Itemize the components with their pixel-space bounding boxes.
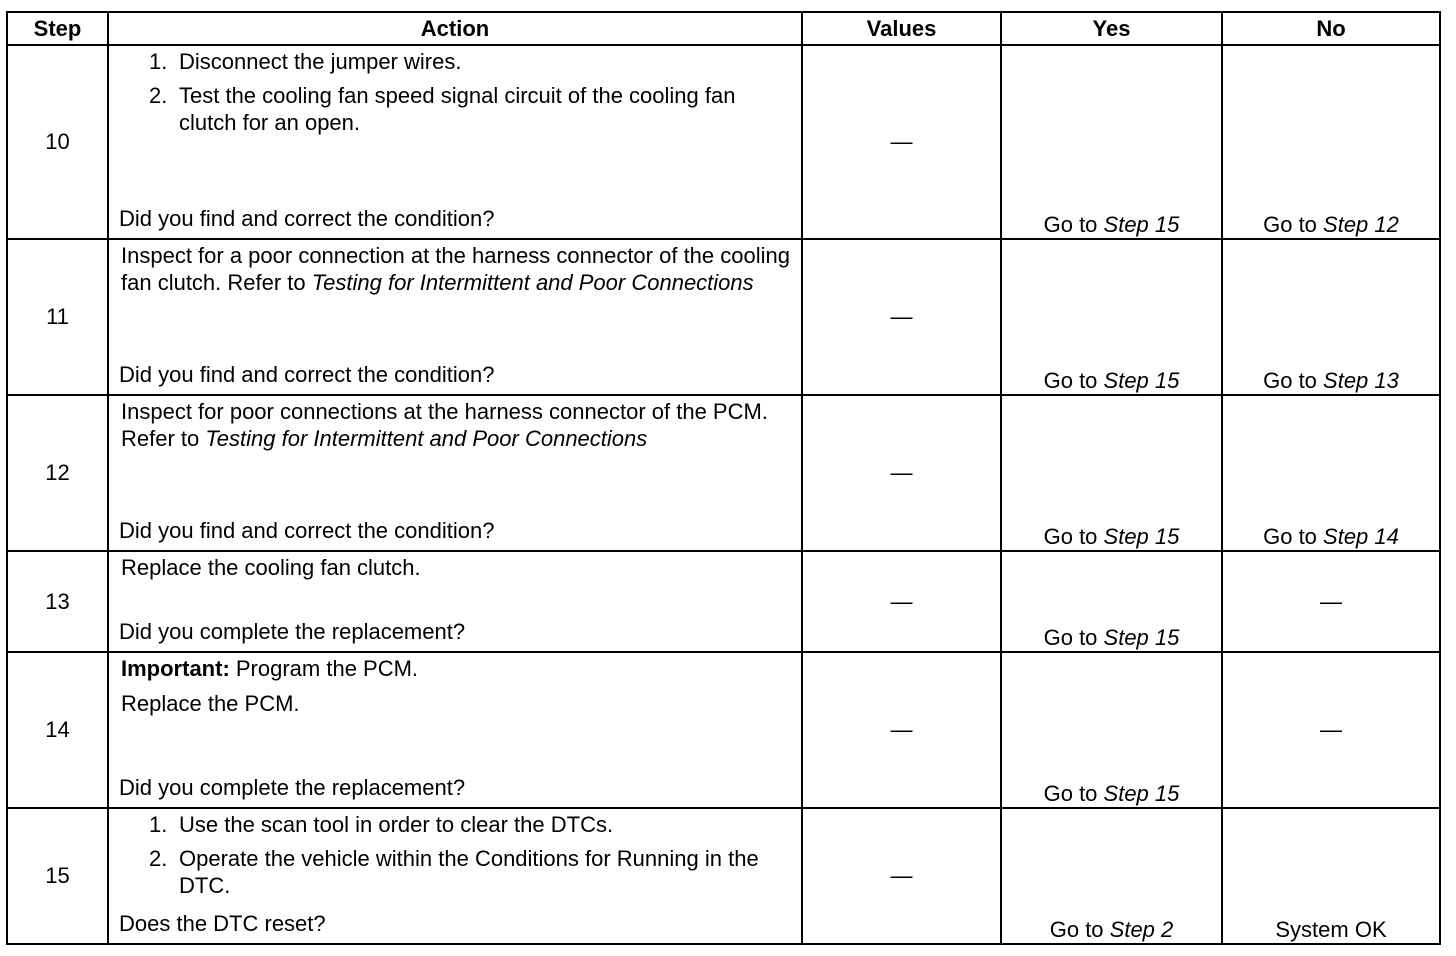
header-yes: Yes <box>1001 12 1222 45</box>
action-text: Replace the cooling fan clutch. <box>121 555 421 580</box>
table-row <box>7 239 1440 395</box>
table-row <box>7 45 1440 239</box>
action-question: Does the DTC reset? <box>119 911 326 936</box>
action-question: Did you complete the replacement? <box>119 775 466 800</box>
action-cell <box>108 551 802 652</box>
action-cell <box>108 395 802 551</box>
step-number: 14 <box>7 652 108 808</box>
list-item: 2. Test the cooling fan speed signal circuit of the cooling fan clutch for an open. <box>149 83 736 135</box>
values-cell: — <box>802 652 1001 808</box>
values-cell: — <box>802 239 1001 395</box>
no-cell: Go to Step 13 <box>1222 239 1440 395</box>
table-row <box>7 551 1440 652</box>
table-row <box>7 808 1440 944</box>
step-reference: Step 12 <box>1323 212 1399 237</box>
header-action: Action <box>108 12 802 45</box>
action-cell <box>108 808 802 944</box>
action-list <box>121 811 791 899</box>
values-cell: — <box>802 551 1001 652</box>
list-item: 1. Disconnect the jumper wires. <box>149 49 462 74</box>
no-cell: Go to Step 14 <box>1222 395 1440 551</box>
yes-cell: Go to Step 15 <box>1001 395 1222 551</box>
yes-cell: Go to Step 15 <box>1001 551 1222 652</box>
step-number: 12 <box>7 395 108 551</box>
step-reference: Step 15 <box>1103 781 1180 806</box>
action-question: Did you find and correct the condition? <box>119 518 495 543</box>
action-text: Inspect for poor connections at the harness connector of the PCM. Refer to <box>121 399 768 451</box>
no-cell: — <box>1222 551 1440 652</box>
header-no: No <box>1222 12 1440 45</box>
cross-reference: Testing for Intermittent and Poor Connections <box>205 426 648 451</box>
header-values: Values <box>802 12 1001 45</box>
action-cell <box>108 45 802 239</box>
step-number: 11 <box>7 239 108 395</box>
step-reference: Step 15 <box>1103 625 1180 650</box>
important-label: Important: <box>121 656 230 681</box>
action-question: Did you find and correct the condition? <box>119 206 495 231</box>
diagnostic-table <box>6 11 1441 945</box>
no-cell: System OK <box>1222 808 1440 944</box>
action-text: Inspect for a poor connection at the harness connector of the cooling fan clutch. Refer to <box>121 243 790 295</box>
cross-reference: Testing for Intermittent and Poor Connections <box>311 270 754 295</box>
yes-cell: Go to Step 15 <box>1001 45 1222 239</box>
step-reference: Step 15 <box>1103 212 1180 237</box>
action-cell <box>108 239 802 395</box>
list-item: 1. Use the scan tool in order to clear the DTCs. <box>149 812 614 837</box>
action-text: Replace the PCM. <box>121 691 300 716</box>
table-row <box>7 652 1440 808</box>
yes-cell: Go to Step 2 <box>1001 808 1222 944</box>
step-reference: Step 15 <box>1103 524 1180 549</box>
yes-cell: Go to Step 15 <box>1001 652 1222 808</box>
action-question: Did you complete the replacement? <box>119 619 466 644</box>
no-cell: — <box>1222 652 1440 808</box>
action-cell <box>108 652 802 808</box>
header-step: Step <box>7 12 108 45</box>
step-reference: Step 15 <box>1103 368 1180 393</box>
step-number: 15 <box>7 808 108 944</box>
step-number: 10 <box>7 45 108 239</box>
values-cell: — <box>802 395 1001 551</box>
list-item: 2. Operate the vehicle within the Conditions for Running in the DTC. <box>149 846 759 898</box>
no-cell: Go to Step 12 <box>1222 45 1440 239</box>
yes-cell: Go to Step 15 <box>1001 239 1222 395</box>
table-row <box>7 395 1440 551</box>
important-note: Important: Program the PCM. <box>121 656 419 681</box>
action-question: Did you find and correct the condition? <box>119 362 495 387</box>
action-list <box>121 48 791 136</box>
step-reference: Step 2 <box>1109 917 1174 942</box>
step-number: 13 <box>7 551 108 652</box>
values-cell: — <box>802 808 1001 944</box>
step-reference: Step 13 <box>1323 368 1399 393</box>
values-cell: — <box>802 45 1001 239</box>
step-reference: Step 14 <box>1323 524 1399 549</box>
header-row <box>7 12 1440 45</box>
